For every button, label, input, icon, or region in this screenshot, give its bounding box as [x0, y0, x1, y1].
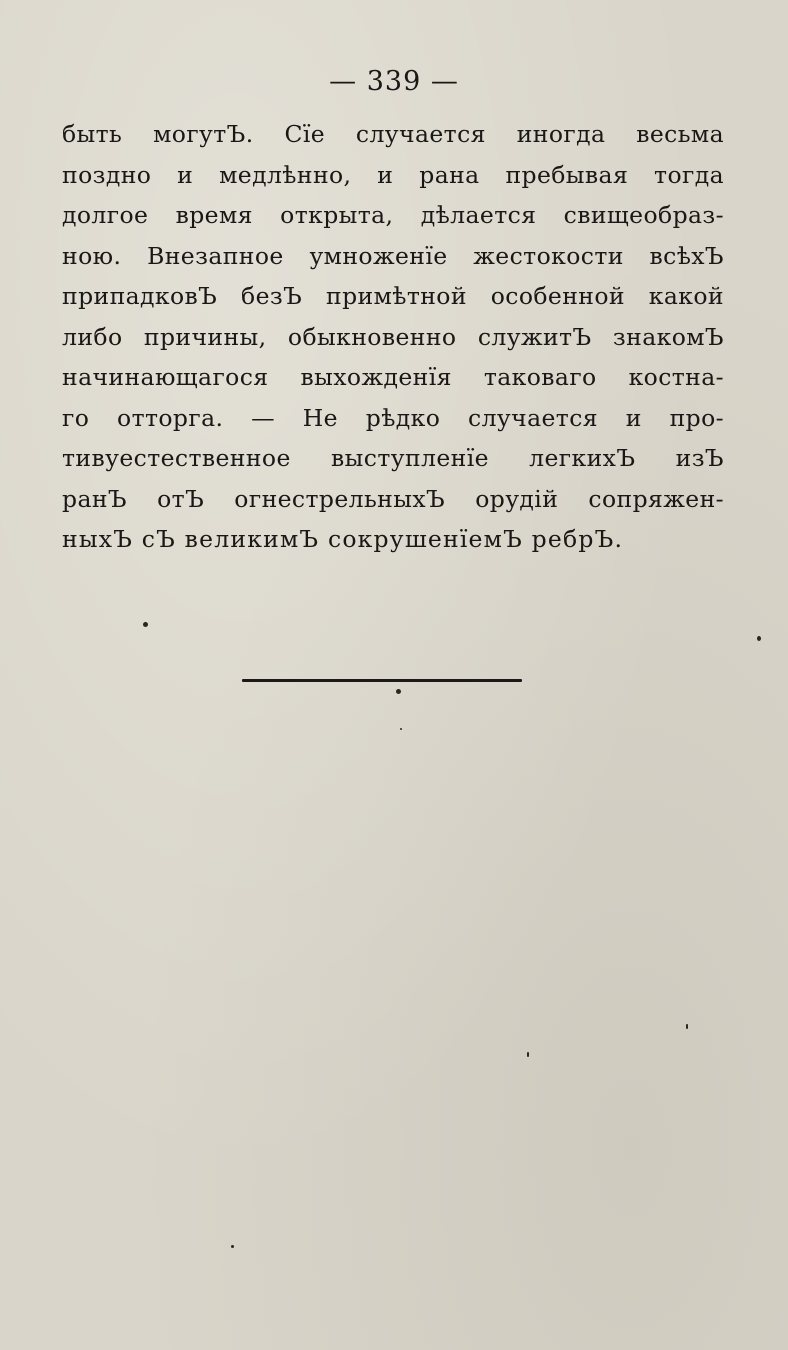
section-divider	[242, 679, 522, 682]
text-line: тивуестественное выступленїе легкихЪ изЪ	[62, 444, 724, 472]
paper-speck	[757, 636, 761, 641]
text-line: го отторга. — Не рѣдко случается и про-	[62, 403, 724, 432]
paper-speck	[231, 1245, 234, 1248]
text-line: долгое время открыта, дѣлается свищеобраз-	[62, 201, 724, 229]
paper-speck	[143, 622, 148, 627]
paper-speck	[396, 689, 401, 694]
text-line: начинающагося выхожденїя таковаго костна-	[62, 363, 724, 391]
paper-speck	[686, 1024, 688, 1029]
text-line: либо причины, обыкновенно служитЪ знакомЪ	[62, 322, 724, 351]
body-text	[62, 114, 724, 560]
text-line: припадковЪ безЪ примѣтной особенной какой	[62, 282, 724, 310]
text-line: ранЪ отЪ огнестрельныхЪ орудій сопряжен-	[62, 484, 724, 513]
text-line: поздно и медлѣнно, и рана пребывая тогда	[62, 160, 724, 189]
text-line: ныхЪ сЪ великимЪ сокрушенїемЪ ребрЪ.	[62, 525, 624, 553]
text-line: ною. Внезапное умноженїе жестокости всѣхЪ	[62, 241, 724, 270]
text-line: быть могутЪ. Сїе случается иногда весьма	[62, 120, 724, 148]
paper-speck	[527, 1052, 529, 1057]
page-number: — 339 —	[329, 66, 459, 97]
paper-speck	[400, 728, 402, 730]
